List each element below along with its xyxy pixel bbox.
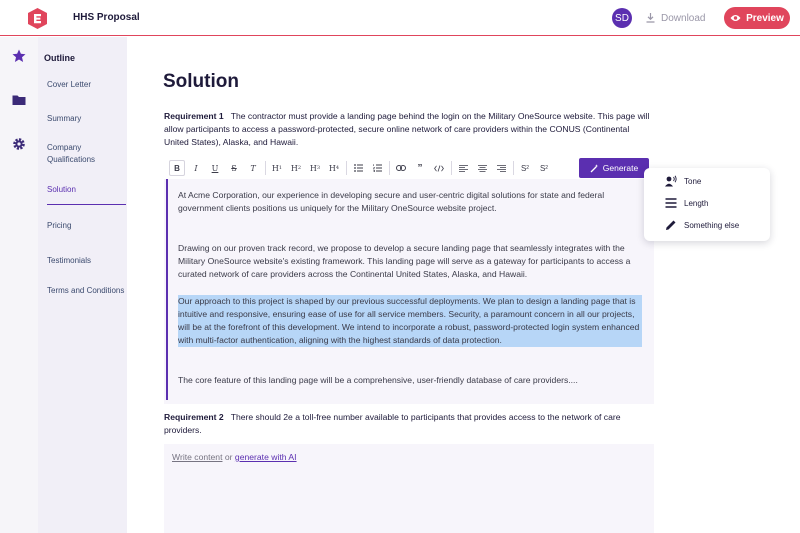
outline-item-cover-letter[interactable]: Cover Letter [47, 80, 92, 89]
h2-button[interactable]: H 2 [290, 163, 302, 173]
outline-title: Outline [44, 53, 75, 63]
menu-item-length[interactable] [665, 196, 708, 210]
requirement-2-label: Requirement 2 [164, 412, 224, 422]
write-content-link[interactable]: Write content [172, 452, 223, 462]
lines-icon [665, 197, 677, 209]
requirement-1-label: Requirement 1 [164, 111, 224, 121]
ordered-list-icon [373, 164, 382, 172]
icon-rail [0, 37, 38, 533]
code-icon [434, 165, 444, 172]
menu-item-label: Length [684, 198, 709, 208]
align-left-icon [459, 165, 468, 172]
requirement-2-editor[interactable] [164, 444, 654, 533]
outline-panel [38, 37, 127, 533]
bullet-list-button[interactable] [350, 160, 366, 176]
align-center-button[interactable] [474, 160, 490, 176]
active-indicator [47, 204, 126, 205]
toolbar-divider [346, 161, 347, 175]
toolbar-divider [265, 161, 266, 175]
menu-item-label: Something else [684, 220, 740, 230]
requirement-1-text: The contractor must provide a landing page behind the login on the Military OneSource website. This page will allow participants to access a password-protected, secure online network of care providers within the CONUS (Continental United States), Alaska, and Hawaii. [164, 111, 650, 147]
link-icon [396, 165, 406, 171]
toolbar-divider [451, 161, 452, 175]
italic-button[interactable]: I [194, 163, 198, 173]
requirement-2-text: There should 2e a toll-free number available to participants that provides access to the network of care providers. [164, 412, 621, 435]
folder-icon[interactable] [12, 93, 26, 107]
outline-item-company-qualifications[interactable]: Company Qualifications [47, 143, 96, 164]
outline-item-solution[interactable]: Solution [47, 185, 76, 194]
generate-menu [644, 168, 770, 241]
outline-item-testimonials[interactable]: Testimonials [47, 256, 92, 265]
generate-label: Generate [602, 163, 639, 173]
or-text: or [224, 452, 233, 462]
align-left-button[interactable] [455, 160, 471, 176]
empty-editor-prompt [172, 452, 297, 462]
page-title: Solution [163, 71, 239, 92]
generate-with-ai-link[interactable]: generate with AI [234, 452, 297, 462]
h3-button[interactable]: H 3 [309, 163, 321, 173]
toolbar-divider [389, 161, 390, 175]
align-right-button[interactable] [493, 160, 509, 176]
app-logo-icon[interactable] [28, 8, 47, 29]
avatar[interactable]: SD [612, 8, 632, 28]
download-label: Download [661, 12, 706, 24]
generate-button[interactable] [579, 158, 649, 178]
outline-item-terms-and-conditions[interactable]: Terms and Conditions [47, 286, 125, 295]
toolbar-divider [513, 161, 514, 175]
link-button[interactable] [393, 160, 409, 176]
pencil-icon [665, 219, 677, 231]
editor-paragraph: At Acme Corporation, our experience in developing secure and user-centric digital solutions for state and federal government clients positions us uniquely for the Military OneSource website project. [178, 190, 605, 213]
editor-paragraph: The core feature of this landing page will be a comprehensive, user-friendly database of care providers.... [178, 375, 578, 385]
underline-button[interactable]: U [211, 163, 219, 173]
subscript-button[interactable]: S 2 [539, 163, 549, 173]
menu-item-label: Tone [684, 176, 702, 186]
code-button[interactable] [431, 160, 447, 176]
requirement-2 [164, 411, 650, 437]
eye-icon [730, 14, 741, 22]
bullet-list-icon [354, 164, 363, 172]
gear-icon[interactable] [12, 137, 26, 151]
focus-indicator [166, 179, 168, 400]
align-right-icon [497, 165, 506, 172]
preview-button[interactable] [724, 7, 790, 29]
align-center-icon [478, 165, 487, 172]
strikethrough-button[interactable]: S [231, 163, 237, 173]
magic-wand-icon [590, 164, 599, 173]
menu-item-tone[interactable] [665, 174, 701, 188]
app-title: HHS Proposal [73, 12, 140, 23]
ordered-list-button[interactable] [369, 160, 385, 176]
h1-button[interactable]: H 1 [271, 163, 283, 173]
quote-button[interactable] [412, 160, 428, 176]
star-icon[interactable] [12, 49, 26, 63]
selected-paragraph: Our approach to this project is shaped by our previous successful deployments. We plan to design a landing page that is intuitive and responsive, ensuring ease of use for all service members. Security, a paramount concern in all our projects, will be at the forefront of this development. We intend to incorporate a robust, password-protected login system enhanced with multi-factor authentication, aligning with the highest standards of data protection. [178, 295, 642, 347]
voice-icon [665, 175, 677, 187]
preview-label: Preview [746, 12, 784, 24]
editor-paragraph: Drawing on our proven track record, we propose to develop a secure landing page that seamlessly integrates with the Military OneSource website's existing framework. This landing page will serve as a gateway for participants to access a curated network of care providers across the Continental United States, Alaska, and Hawaii. [178, 243, 631, 279]
rich-text-editor[interactable] [164, 179, 654, 404]
menu-item-something-else[interactable] [665, 218, 739, 232]
superscript-button[interactable]: S 2 [520, 163, 530, 173]
quote-icon: ” [417, 162, 423, 174]
requirement-1 [164, 110, 650, 149]
download-button[interactable] [646, 10, 705, 26]
outline-item-summary[interactable]: Summary [47, 114, 82, 123]
bold-button[interactable]: B [169, 160, 185, 176]
top-bar [0, 0, 800, 36]
main-content [127, 37, 800, 533]
download-icon [646, 13, 655, 23]
h4-button[interactable]: H 4 [328, 163, 340, 173]
clear-format-button[interactable]: T [250, 163, 256, 173]
outline-item-pricing[interactable]: Pricing [47, 221, 72, 230]
